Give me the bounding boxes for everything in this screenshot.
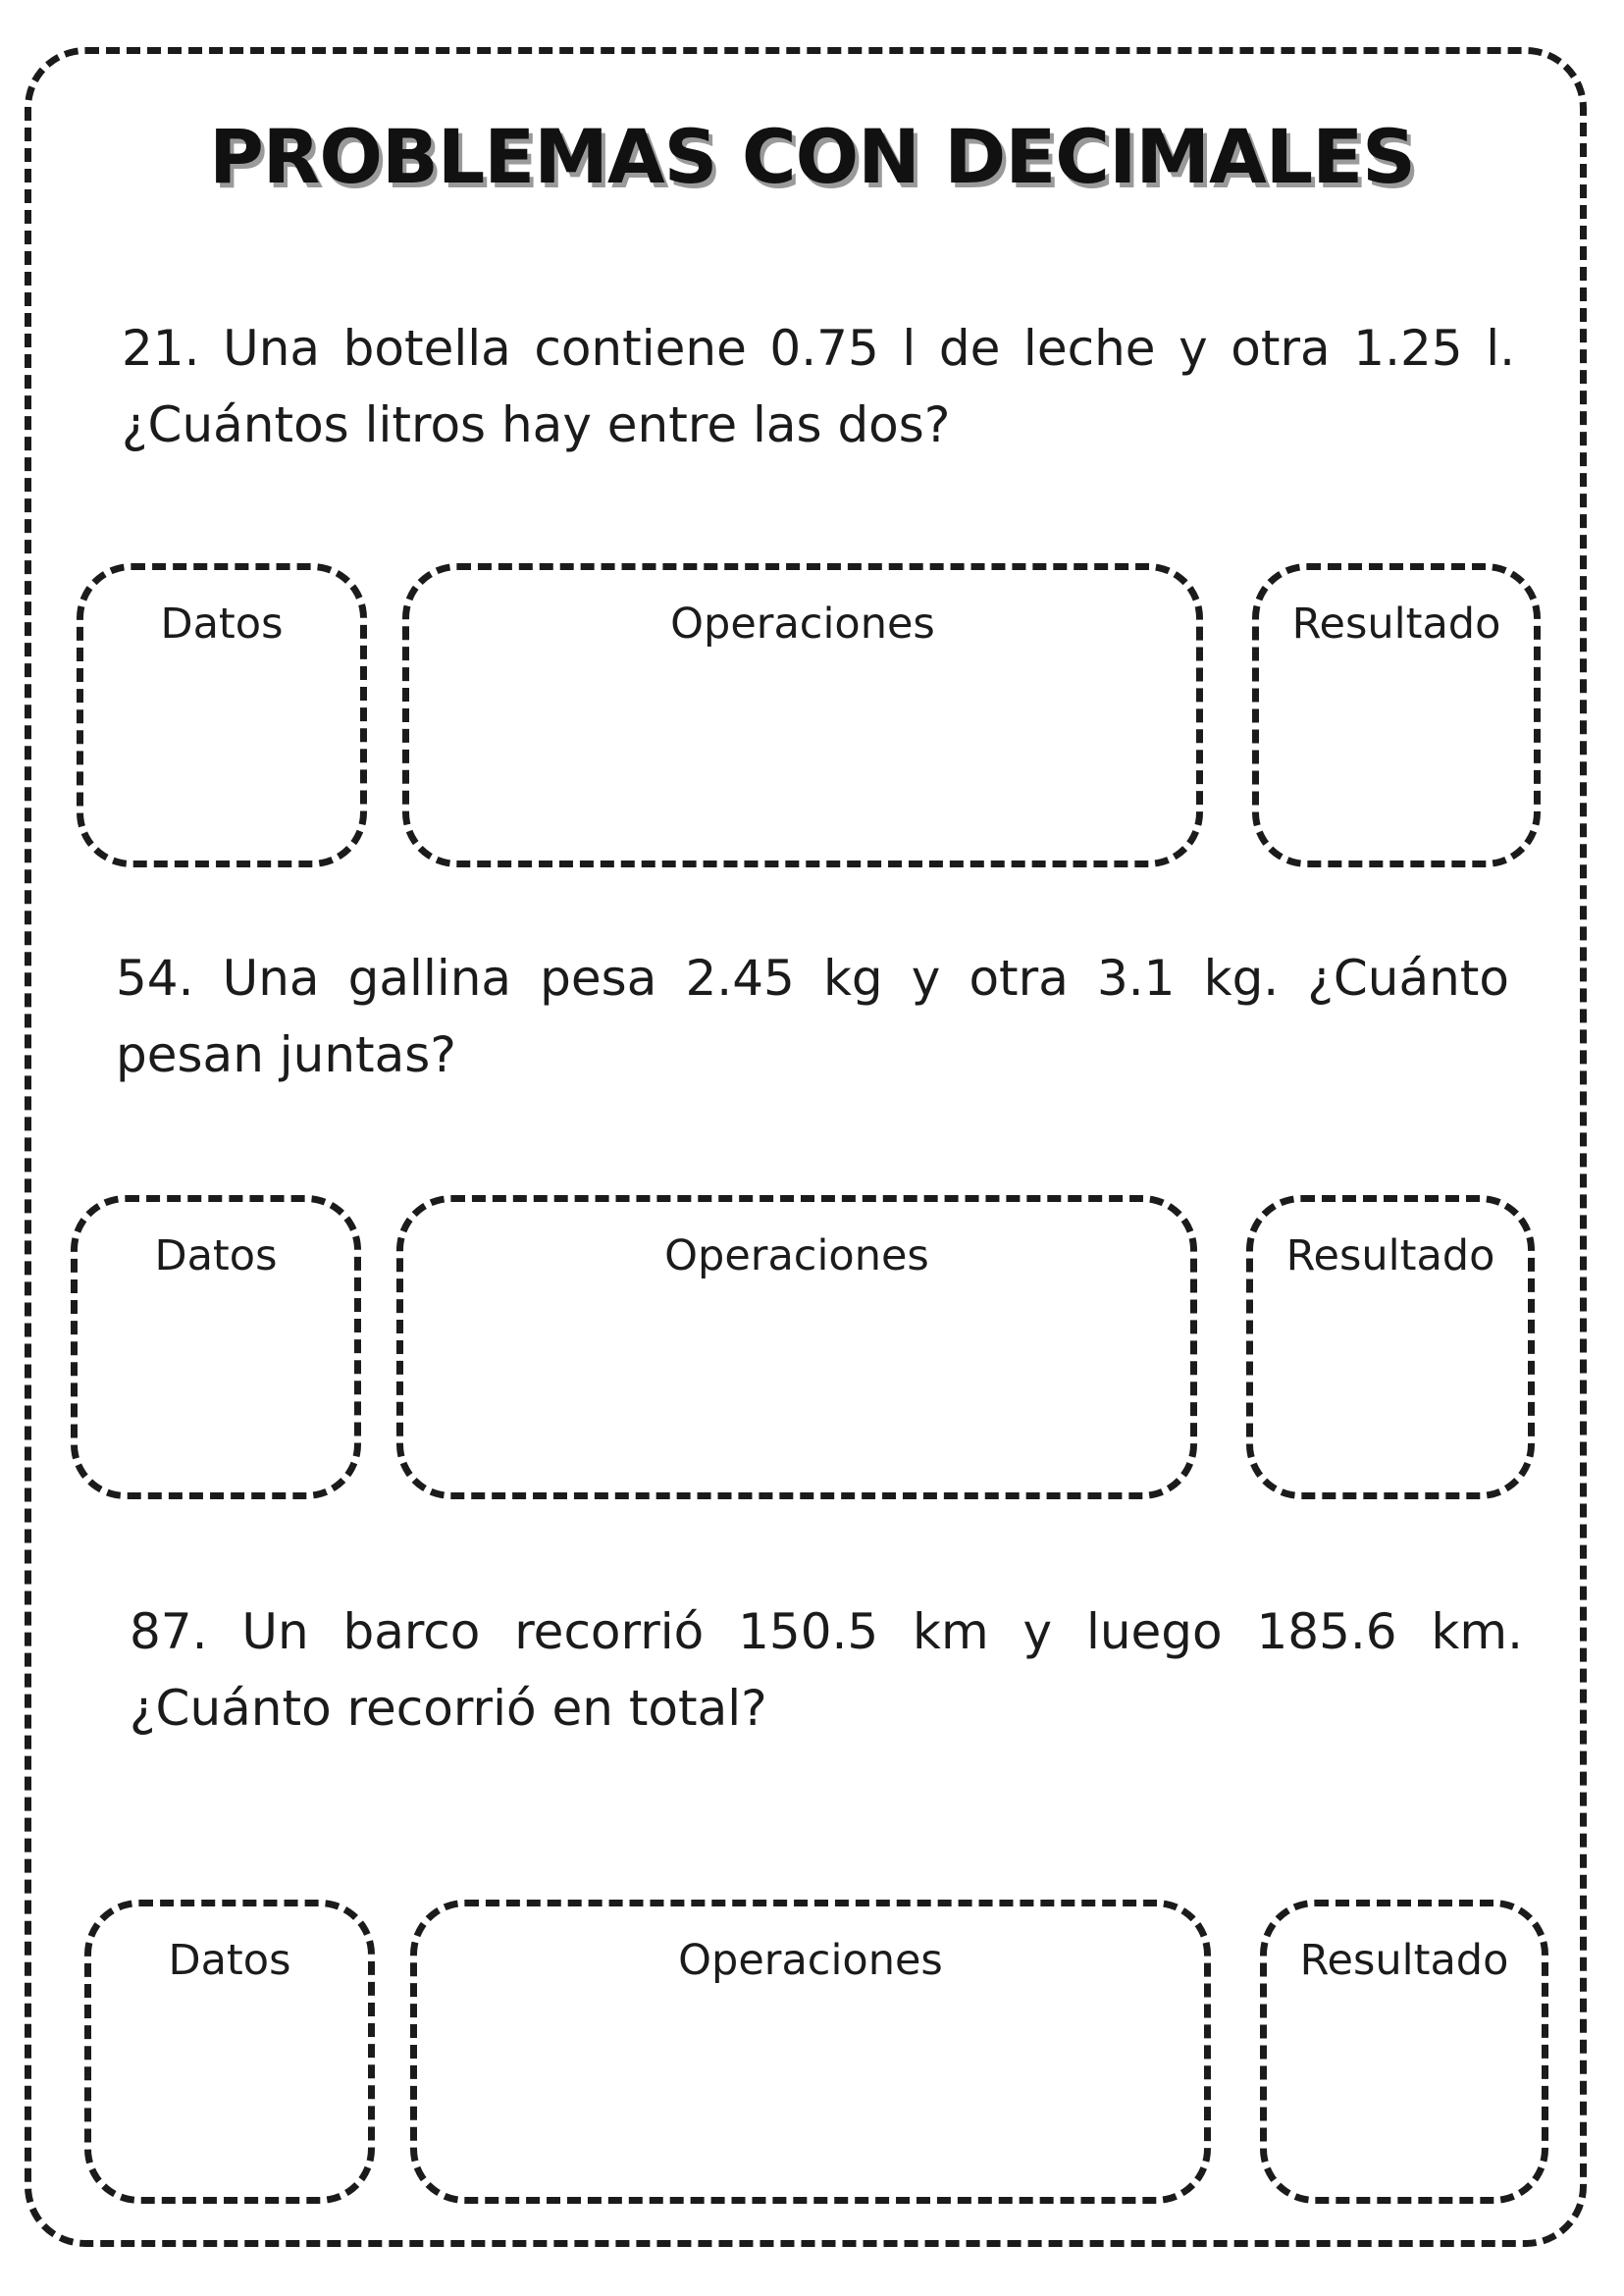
problem-1-operaciones-box[interactable] [402,563,1203,867]
problem-2-operaciones-box[interactable] [396,1195,1197,1499]
problem-3-datos-box[interactable] [84,1900,375,2204]
problem-1-text: 21. Una botella contiene 0.75 l de leche y otra 1.25 l. ¿Cuántos litros hay entre las dos? [122,320,1515,453]
datos-label: Datos [160,600,284,649]
resultado-label: Resultado [1299,1936,1509,1985]
problem-2-datos-box[interactable] [71,1195,361,1499]
problem-3-resultado-box[interactable] [1260,1900,1548,2204]
problem-3-operaciones-box[interactable] [410,1900,1211,2204]
problem-1-datos-box[interactable] [77,563,367,867]
problem-2-resultado-box[interactable] [1246,1195,1535,1499]
resultado-label: Resultado [1285,1231,1495,1280]
problem-3-text: 87. Un barco recorrió 150.5 km y luego 185.6 km. ¿Cuánto recorrió en total? [130,1603,1523,1737]
resultado-label: Resultado [1291,600,1501,649]
operaciones-label: Operaciones [678,1936,943,1985]
problem-1-resultado-box[interactable] [1252,563,1541,867]
operaciones-label: Operaciones [670,600,935,649]
page-title: PROBLEMAS CON DECIMALES [209,113,1415,200]
operaciones-label: Operaciones [664,1231,929,1280]
datos-label: Datos [168,1936,291,1985]
problem-2-text: 54. Una gallina pesa 2.45 kg y otra 3.1 kg. ¿Cuánto pesan juntas? [116,950,1509,1083]
datos-label: Datos [154,1231,278,1280]
